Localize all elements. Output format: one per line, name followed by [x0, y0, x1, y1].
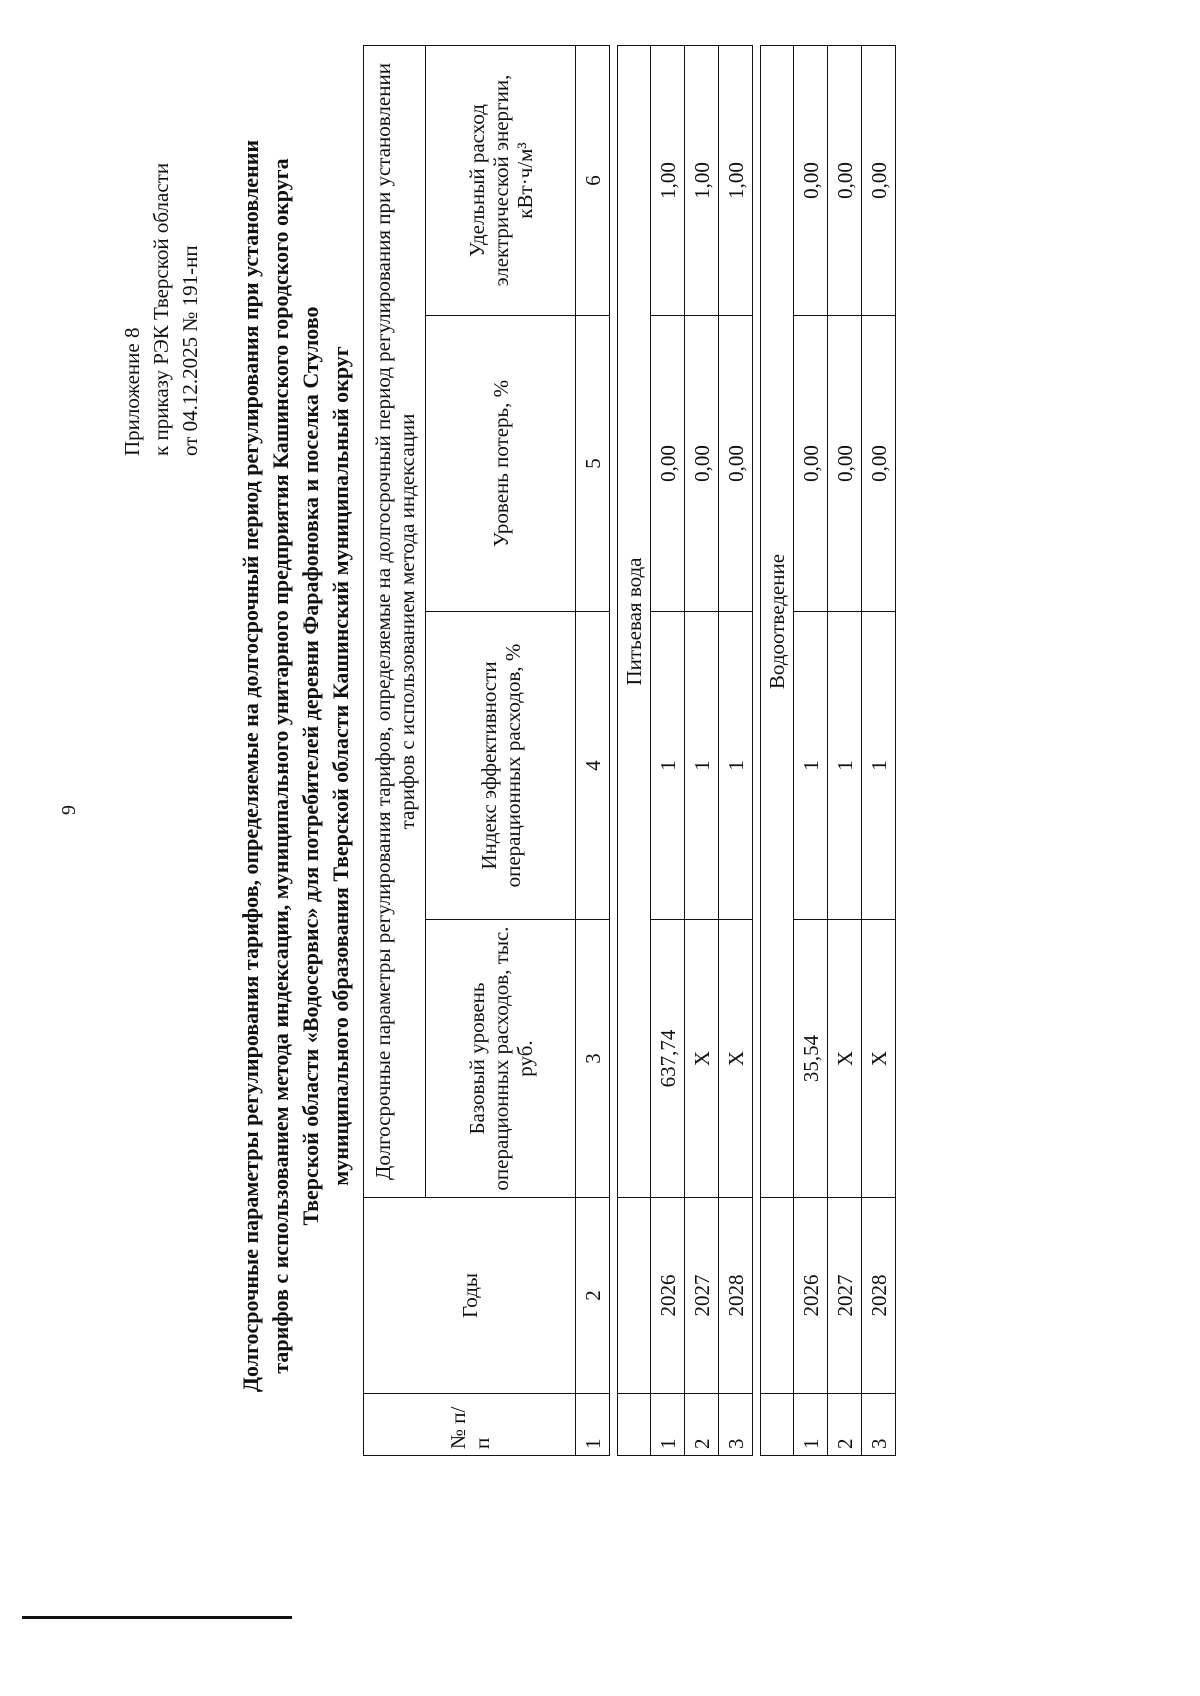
row-year: 2027 — [828, 1198, 862, 1394]
row-efficiency: 1 — [828, 612, 862, 920]
row-base-level: 35,54 — [794, 920, 828, 1198]
table-body — [576, 46, 896, 1456]
title-line-3: Тверской области «Водосервис» для потребителей деревни Фарафоновка и поселка Стулово — [298, 306, 323, 1226]
section-name: Водоотведение — [761, 46, 794, 1198]
row-efficiency: 1 — [862, 612, 896, 920]
table-row — [828, 46, 862, 1456]
row-losses: 0,00 — [794, 316, 828, 612]
section-empty-cell — [618, 1394, 651, 1456]
row-num: 3 — [862, 1394, 896, 1456]
table-row — [685, 46, 719, 1456]
row-base-level: X — [862, 920, 896, 1198]
row-losses: 0,00 — [685, 316, 719, 612]
section-header-row — [618, 46, 651, 1456]
row-efficiency: 1 — [651, 612, 685, 920]
section-empty-cell — [761, 1198, 794, 1394]
column-number: 5 — [576, 316, 610, 612]
section-header-row — [761, 46, 794, 1456]
header-losses: Уровень потерь, % — [426, 316, 576, 612]
table-row — [794, 46, 828, 1456]
table-row — [862, 46, 896, 1456]
column-number: 1 — [576, 1394, 610, 1456]
row-losses: 0,00 — [828, 316, 862, 612]
section-empty-cell — [761, 1394, 794, 1456]
row-energy: 1,00 — [651, 46, 685, 316]
row-num: 1 — [794, 1394, 828, 1456]
header-group: Долгосрочные параметры регулирования тарифов, определяемые на долгосрочный период регулирования при установлении тарифов с использованием метода индексации — [364, 46, 426, 1198]
row-num: 2 — [828, 1394, 862, 1456]
appendix-line-2: к приказу РЭК Тверской области — [149, 162, 173, 456]
appendix-reference — [118, 36, 205, 456]
document-title — [236, 26, 356, 1506]
row-year: 2026 — [794, 1198, 828, 1394]
row-year: 2026 — [651, 1198, 685, 1394]
section-spacer — [610, 46, 618, 1456]
column-number: 6 — [576, 46, 610, 316]
row-num: 3 — [719, 1394, 753, 1456]
row-efficiency: 1 — [719, 612, 753, 920]
column-number: 4 — [576, 612, 610, 920]
header-efficiency: Индекс эффективности операционных расходов, % — [426, 612, 576, 920]
table-row — [719, 46, 753, 1456]
row-num: 2 — [685, 1394, 719, 1456]
section-spacer-cell — [610, 46, 618, 1456]
title-line-4: муниципального образования Тверской области Кашинский муниципальный округ — [328, 346, 353, 1186]
column-number-row — [576, 46, 610, 1456]
footer-rule — [22, 1616, 292, 1619]
row-losses: 0,00 — [862, 316, 896, 612]
row-year: 2027 — [685, 1198, 719, 1394]
header-years: Годы — [364, 1198, 576, 1394]
page-number: 9 — [58, 805, 80, 815]
row-losses: 0,00 — [719, 316, 753, 612]
row-year: 2028 — [862, 1198, 896, 1394]
row-energy: 1,00 — [685, 46, 719, 316]
section-name: Питьевая вода — [618, 46, 651, 1198]
row-efficiency: 1 — [685, 612, 719, 920]
row-energy: 0,00 — [828, 46, 862, 316]
row-energy: 1,00 — [719, 46, 753, 316]
section-spacer-cell — [753, 46, 761, 1456]
header-energy: Удельный расход электрической энергии, кВт·ч/м³ — [426, 46, 576, 316]
row-efficiency: 1 — [794, 612, 828, 920]
section-empty-cell — [618, 1198, 651, 1394]
table-row — [651, 46, 685, 1456]
row-energy: 0,00 — [794, 46, 828, 316]
appendix-line-1: Приложение 8 — [120, 327, 144, 456]
title-line-2: тарифов с использованием метода индексации, муниципального унитарного предприятия Кашинского городского округа — [268, 158, 293, 1374]
header-base-level: Базовый уровень операционных расходов, тыс. руб. — [426, 920, 576, 1198]
column-number: 3 — [576, 920, 610, 1198]
title-line-1: Долгосрочные параметры регулирования тарифов, определяемые на долгосрочный период регулирования при установлении — [238, 139, 263, 1393]
row-base-level: X — [719, 920, 753, 1198]
column-number: 2 — [576, 1198, 610, 1394]
appendix-line-3: от 04.12.2025 № 191-нп — [178, 245, 202, 456]
row-base-level: 637,74 — [651, 920, 685, 1198]
row-base-level: X — [828, 920, 862, 1198]
row-year: 2028 — [719, 1198, 753, 1394]
row-losses: 0,00 — [651, 316, 685, 612]
header-num: № п/п — [364, 1394, 576, 1456]
row-energy: 0,00 — [862, 46, 896, 316]
row-num: 1 — [651, 1394, 685, 1456]
section-spacer — [753, 46, 761, 1456]
tariff-parameters-table — [363, 45, 896, 1456]
tariff-parameters-table-wrap — [363, 46, 896, 1456]
row-base-level: X — [685, 920, 719, 1198]
